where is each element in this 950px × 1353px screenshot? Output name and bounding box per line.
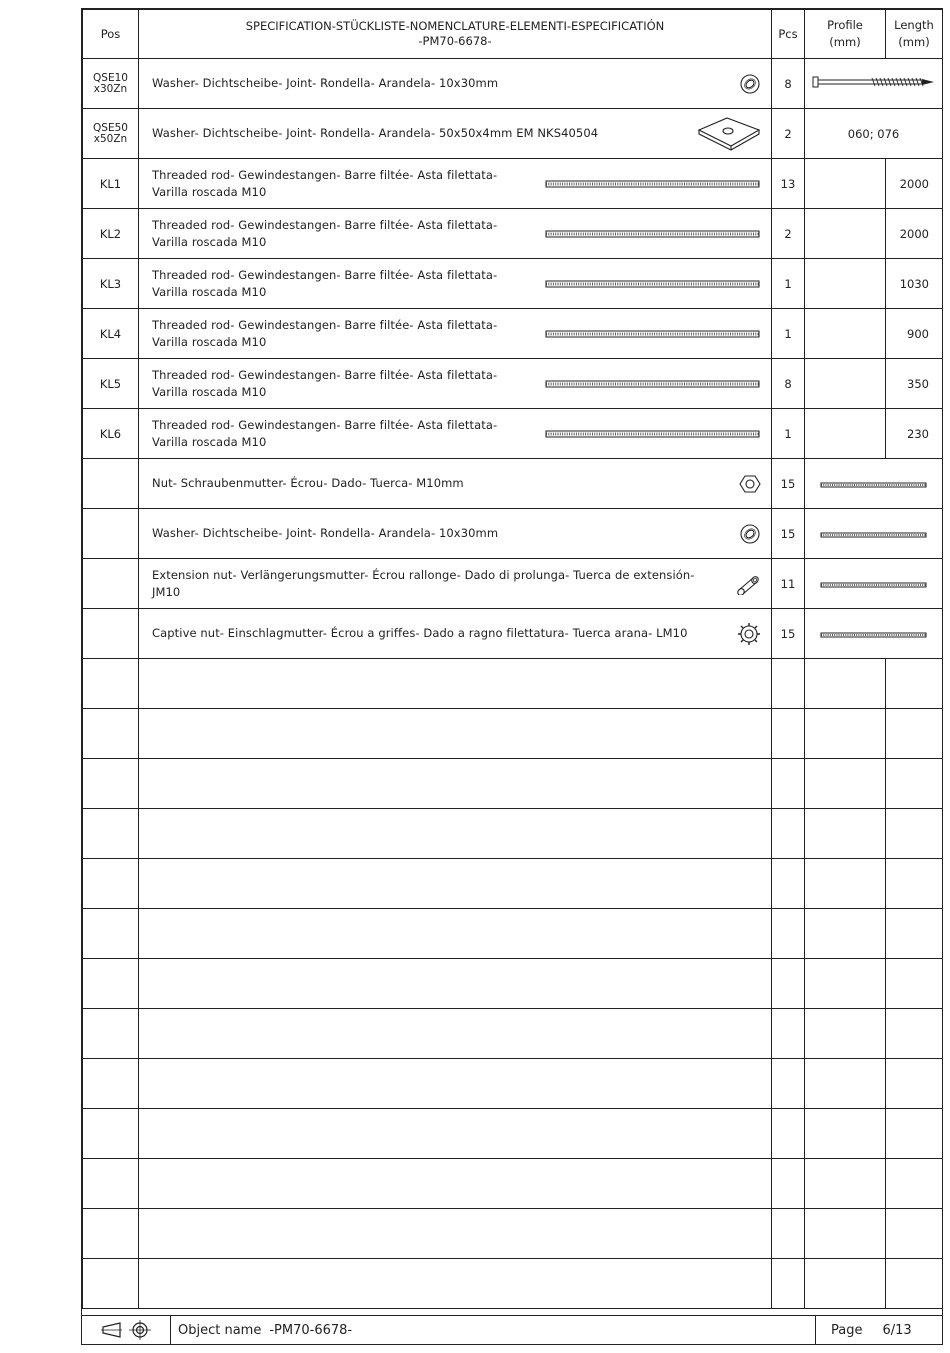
profile-length-cell <box>805 459 943 509</box>
empty-row <box>83 759 943 809</box>
pcs-cell: 15 <box>772 459 805 509</box>
pcs-cell: 11 <box>772 559 805 609</box>
rod-icon <box>820 477 928 491</box>
empty-cell <box>886 1109 943 1159</box>
empty-cell <box>886 859 943 909</box>
empty-cell <box>886 1259 943 1309</box>
empty-cell <box>83 759 139 809</box>
empty-cell <box>805 1009 886 1059</box>
title-line-2: -PM70-6678- <box>418 34 492 48</box>
pos-cell <box>83 409 139 459</box>
pcs-header: Pcs <box>772 10 805 59</box>
description-line-2: Varilla roscada M10 <box>152 184 267 199</box>
pcs-cell: 15 <box>772 609 805 659</box>
empty-cell <box>83 959 139 1009</box>
pos-cell <box>83 359 139 409</box>
table-row <box>83 259 943 309</box>
rod-icon <box>820 577 928 591</box>
pos-code-suffix: x50Zn <box>93 132 128 145</box>
pos-cell <box>83 309 139 359</box>
description-cell <box>139 259 772 309</box>
pos-header: Pos <box>83 10 139 59</box>
empty-cell <box>805 1159 886 1209</box>
projection-symbols <box>82 1316 171 1344</box>
length-header-label: Length <box>894 18 934 32</box>
description-cell <box>139 609 772 659</box>
threaded-rod-icon <box>545 180 761 188</box>
empty-row <box>83 1159 943 1209</box>
threaded-rod-icon <box>545 230 761 238</box>
description-line-1: Washer- Dichtscheibe- Joint- Rondella- Arandela- 10x30mm <box>152 76 499 90</box>
title-line-1: SPECIFICATION-STÜCKLISTE-NOMENCLATURE-ELEMENTI-ESPECIFICATIÓN <box>245 19 665 33</box>
pcs-cell: 8 <box>772 59 805 109</box>
empty-cell <box>772 1209 805 1259</box>
empty-cell <box>139 1059 772 1109</box>
empty-row <box>83 659 943 709</box>
empty-cell <box>772 959 805 1009</box>
rod-icon <box>820 527 928 541</box>
empty-cell <box>805 1259 886 1309</box>
pos-cell <box>83 109 139 159</box>
length-value: 230 <box>907 426 929 441</box>
empty-row <box>83 709 943 759</box>
empty-cell <box>139 1159 772 1209</box>
length-header <box>886 10 943 59</box>
length-value: 350 <box>907 376 929 391</box>
page-label: Page <box>831 1322 863 1338</box>
empty-cell <box>772 1259 805 1309</box>
empty-cell <box>886 1059 943 1109</box>
profile-length-cell <box>805 509 943 559</box>
empty-cell <box>772 1009 805 1059</box>
screw-icon <box>812 77 936 91</box>
description-cell <box>139 359 772 409</box>
empty-row <box>83 809 943 859</box>
description-cell <box>139 159 772 209</box>
table-row <box>83 409 943 459</box>
length-cell <box>886 409 943 459</box>
description-line-1: Threaded rod- Gewindestangen- Barre filtée- Asta filettata- <box>152 367 498 382</box>
empty-cell <box>805 709 886 759</box>
description-line-2: Varilla roscada M10 <box>152 384 267 399</box>
object-name-cell <box>171 1316 816 1344</box>
empty-row <box>83 1209 943 1259</box>
empty-cell <box>805 809 886 859</box>
empty-cell <box>139 709 772 759</box>
pos-code: KL1 <box>99 176 122 191</box>
empty-cell <box>886 709 943 759</box>
empty-cell <box>772 659 805 709</box>
specification-sheet <box>81 8 943 1345</box>
length-cell <box>886 209 943 259</box>
empty-cell <box>83 709 139 759</box>
profile-cell <box>805 359 886 409</box>
page-number: 6/13 <box>882 1322 912 1338</box>
empty-cell <box>886 1209 943 1259</box>
length-value: 900 <box>907 326 929 341</box>
pos-code: KL2 <box>99 226 122 241</box>
table-row <box>83 559 943 609</box>
empty-row <box>83 909 943 959</box>
empty-cell <box>772 909 805 959</box>
description-line-2: Varilla roscada M10 <box>152 334 267 349</box>
description-line-1: Nut- Schraubenmutter- Écrou- Dado- Tuerca- M10mm <box>152 476 464 490</box>
profile-cell <box>805 159 886 209</box>
table-row <box>83 209 943 259</box>
empty-cell <box>772 1159 805 1209</box>
empty-cell <box>83 1159 139 1209</box>
profile-cell <box>805 309 886 359</box>
empty-cell <box>139 1209 772 1259</box>
footer-bar <box>82 1315 942 1344</box>
table-row <box>83 159 943 209</box>
description-cell <box>139 209 772 259</box>
profile-header-unit: (mm) <box>829 35 861 49</box>
object-name-label: Object name <box>178 1322 262 1338</box>
washer-icon <box>739 73 761 95</box>
description-line-1: Threaded rod- Gewindestangen- Barre filtée- Asta filettata- <box>152 267 498 282</box>
empty-cell <box>139 859 772 909</box>
empty-cell <box>772 1059 805 1109</box>
empty-cell <box>772 809 805 859</box>
empty-cell <box>139 1109 772 1159</box>
description-cell <box>139 459 772 509</box>
pos-code: KL6 <box>99 426 122 441</box>
empty-cell <box>139 809 772 859</box>
table-row <box>83 309 943 359</box>
description-cell <box>139 509 772 559</box>
empty-cell <box>886 1009 943 1059</box>
description-cell <box>139 409 772 459</box>
description-line-2: Varilla roscada M10 <box>152 434 267 449</box>
empty-cell <box>139 759 772 809</box>
empty-cell <box>83 1209 139 1259</box>
empty-cell <box>772 709 805 759</box>
page-cell <box>816 1316 942 1344</box>
empty-cell <box>139 959 772 1009</box>
description-cell <box>139 109 772 159</box>
length-cell <box>886 259 943 309</box>
pos-cell <box>83 259 139 309</box>
empty-cell <box>805 1209 886 1259</box>
empty-cell <box>83 1009 139 1059</box>
profile-cell <box>805 209 886 259</box>
empty-cell <box>83 809 139 859</box>
pcs-cell: 13 <box>772 159 805 209</box>
length-header-unit: (mm) <box>898 35 930 49</box>
table-row <box>83 59 943 109</box>
extension-nut-icon <box>735 573 761 595</box>
pcs-cell: 1 <box>772 259 805 309</box>
pcs-cell: 2 <box>772 209 805 259</box>
washer-icon <box>739 523 761 545</box>
empty-cell <box>772 859 805 909</box>
pos-code: KL4 <box>99 326 122 341</box>
empty-cell <box>805 859 886 909</box>
threaded-rod-icon <box>545 330 761 338</box>
pcs-cell: 8 <box>772 359 805 409</box>
profile-length-cell <box>805 609 943 659</box>
threaded-rod-icon <box>545 380 761 388</box>
description-cell <box>139 559 772 609</box>
pos-cell <box>83 459 139 509</box>
rod-icon <box>820 627 928 641</box>
empty-row <box>83 1059 943 1109</box>
description-cell <box>139 309 772 359</box>
pcs-cell: 2 <box>772 109 805 159</box>
pos-code: QSE50 <box>93 121 128 134</box>
specification-table <box>82 9 943 1309</box>
table-row <box>83 609 943 659</box>
pos-code-suffix: x30Zn <box>93 82 128 95</box>
empty-cell <box>805 659 886 709</box>
length-cell <box>886 359 943 409</box>
empty-cell <box>83 1109 139 1159</box>
profile-length-cell: 060; 076 <box>805 109 943 159</box>
title-header <box>139 10 772 59</box>
empty-cell <box>83 1259 139 1309</box>
empty-cell <box>139 1259 772 1309</box>
pos-code: KL3 <box>99 276 122 291</box>
empty-cell <box>772 1109 805 1159</box>
length-value: 2000 <box>899 176 929 191</box>
length-value: 2000 <box>899 226 929 241</box>
empty-cell <box>139 659 772 709</box>
threaded-rod-icon <box>545 430 761 438</box>
profile-cell <box>805 409 886 459</box>
empty-cell <box>83 859 139 909</box>
empty-cell <box>805 759 886 809</box>
pcs-cell: 1 <box>772 409 805 459</box>
profile-header <box>805 10 886 59</box>
description-line-1: Washer- Dichtscheibe- Joint- Rondella- Arandela- 10x30mm <box>152 526 499 540</box>
empty-cell <box>886 759 943 809</box>
square-washer-icon <box>697 116 761 152</box>
projection-circle-icon <box>129 1320 151 1340</box>
empty-cell <box>83 909 139 959</box>
pos-cell <box>83 509 139 559</box>
empty-cell <box>886 1159 943 1209</box>
pos-code: QSE10 <box>93 71 128 84</box>
table-row <box>83 109 943 159</box>
empty-row <box>83 859 943 909</box>
profile-header-label: Profile <box>827 18 863 32</box>
description-cell <box>139 59 772 109</box>
empty-cell <box>805 959 886 1009</box>
description-line-1: Threaded rod- Gewindestangen- Barre filtée- Asta filettata- <box>152 167 498 182</box>
table-row <box>83 359 943 409</box>
length-cell <box>886 309 943 359</box>
description-line-1: Washer- Dichtscheibe- Joint- Rondella- Arandela- 50x50x4mm EM NKS40504 <box>152 126 599 140</box>
empty-cell <box>886 809 943 859</box>
pos-cell <box>83 209 139 259</box>
empty-cell <box>805 1109 886 1159</box>
empty-cell <box>886 909 943 959</box>
empty-row <box>83 1109 943 1159</box>
description-line-1: Threaded rod- Gewindestangen- Barre filtée- Asta filettata- <box>152 217 498 232</box>
profile-length-cell <box>805 59 943 109</box>
profile-length-cell <box>805 559 943 609</box>
description-line-1: Captive nut- Einschlagmutter- Écrou a griffes- Dado a ragno filettatura- Tuerca arana- LM10 <box>152 626 688 640</box>
empty-cell <box>139 909 772 959</box>
object-name-value: -PM70-6678- <box>269 1322 353 1338</box>
length-cell <box>886 159 943 209</box>
pos-cell <box>83 59 139 109</box>
table-header-row <box>83 10 943 59</box>
profile-cell <box>805 259 886 309</box>
empty-cell <box>886 659 943 709</box>
empty-cell <box>83 659 139 709</box>
empty-row <box>83 1259 943 1309</box>
empty-row <box>83 959 943 1009</box>
description-line-2: Varilla roscada M10 <box>152 234 267 249</box>
projection-cone-icon <box>101 1322 123 1338</box>
empty-cell <box>139 1009 772 1059</box>
description-line-2: JM10 <box>152 584 181 599</box>
empty-row <box>83 1009 943 1059</box>
description-line-1: Threaded rod- Gewindestangen- Barre filtée- Asta filettata- <box>152 317 498 332</box>
empty-cell <box>805 1059 886 1109</box>
pos-cell <box>83 159 139 209</box>
table-row <box>83 509 943 559</box>
captive-nut-icon <box>737 622 761 646</box>
length-value: 1030 <box>899 276 929 291</box>
table-row <box>83 459 943 509</box>
hex-nut-icon <box>739 474 761 494</box>
empty-cell <box>805 909 886 959</box>
pos-cell <box>83 559 139 609</box>
description-line-1: Extension nut- Verlängerungsmutter- Écrou rallonge- Dado di prolunga- Tuerca de extensión- <box>152 567 695 582</box>
empty-cell <box>772 759 805 809</box>
threaded-rod-icon <box>545 280 761 288</box>
description-line-2: Varilla roscada M10 <box>152 284 267 299</box>
pos-code: KL5 <box>99 376 122 391</box>
pcs-cell: 15 <box>772 509 805 559</box>
description-line-1: Threaded rod- Gewindestangen- Barre filtée- Asta filettata- <box>152 417 498 432</box>
empty-cell <box>886 959 943 1009</box>
pos-cell <box>83 609 139 659</box>
pcs-cell: 1 <box>772 309 805 359</box>
empty-cell <box>83 1059 139 1109</box>
